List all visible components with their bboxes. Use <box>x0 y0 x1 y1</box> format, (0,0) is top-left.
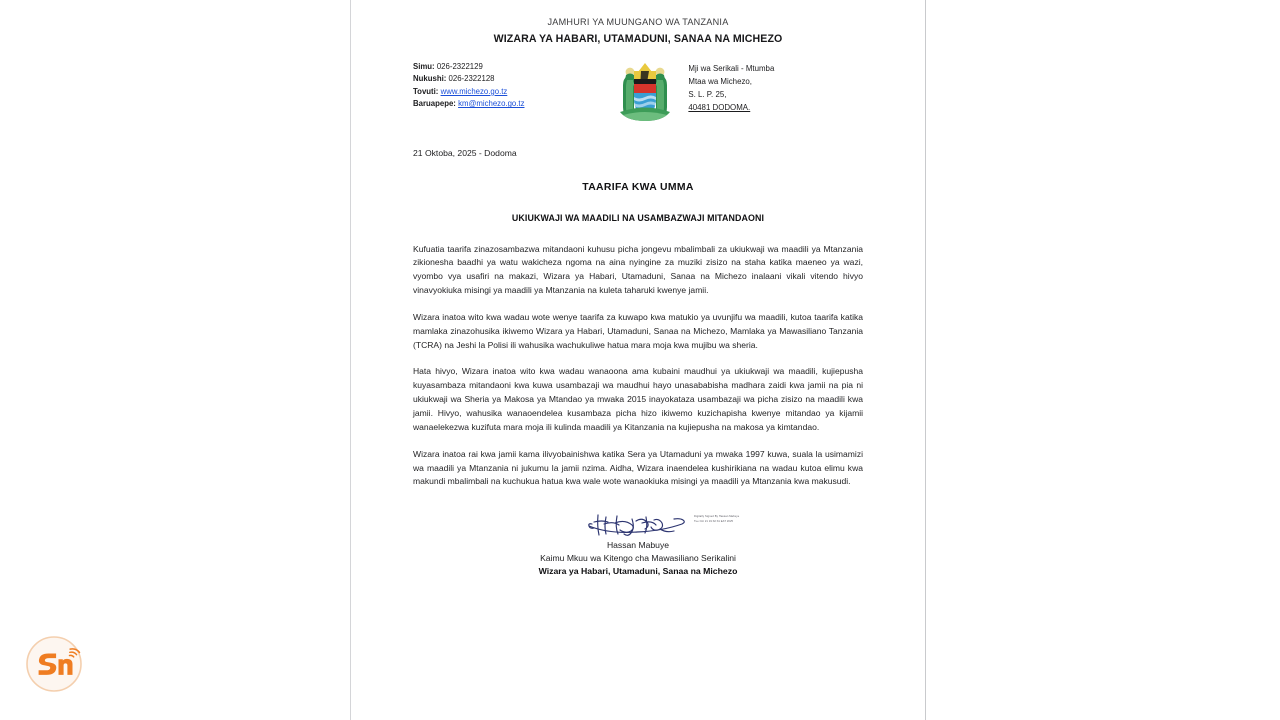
digital-signature-line-2: Tue Oct 21 19:32:31 EAT 2025 <box>694 520 734 524</box>
signature-block <box>413 511 863 576</box>
contact-label-tovuti: Tovuti: <box>413 86 439 96</box>
handwritten-signature-icon <box>584 511 692 539</box>
body-paragraph: Hata hivyo, Wizara inatoa wito kwa wadau wanaoona ama kubaini maudhui ya ukiukwaji wa maadili, kujiepusha kuyasambaza mitandaoni kwa kuwa usambazaji wa maudhui hayo unasababisha madhara zaidi kwa jamii na pia ni ukiukwaji wa Sheria ya Makosa ya Mtandao ya mwaka 2015 inayokataza usambazaji wa picha zisizo na maadili kwa jamii. Hivyo, wahusika wanaoendelea kusambaza picha hizo ikiwemo kuzichapisha kwenye mitandao ya kijamii wanaelekezwa kuzifuta mara moja ili kulinda maadili ya Kitanzania na kujiepusha na makosa ya kimtandao. <box>413 366 863 432</box>
contact-label-baruapepe: Baruapepe: <box>413 99 456 109</box>
contact-row-tovuti <box>413 86 603 99</box>
contact-row-nukushi <box>413 73 603 86</box>
body-paragraph: Wizara inatoa wito kwa wadau wote wenye taarifa za kuwapo kwa matukio ya uvunjifu wa maadili, kutoa taarifa katika mamlaka zinazohusika ikiwemo Wizara ya Habari, Utamaduni, Sanaa na Michezo, Mamlaka ya Mawasiliano Tanzania (TCRA) na Jeshi la Polisi ili wahusika wachukuliwe hatua mara moja kwa mujibu wa sheria. <box>413 311 863 350</box>
address-line-1: Mji wa Serikali - Mtumba <box>688 63 775 73</box>
document-subtitle: UKIUKWAJI WA MAADILI NA USAMBAZWAJI MITANDAONI <box>511 212 765 223</box>
signatory-organisation: Wizara ya Habari, Utamaduni, Sanaa na Michezo <box>538 566 738 577</box>
document-title: TAARIFA KWA UMMA <box>582 181 694 193</box>
website-link[interactable]: www.michezo.go.tz <box>440 86 508 96</box>
letterhead-address <box>688 59 863 115</box>
contact-label-nukushi: Nukushi: <box>413 74 447 84</box>
letterhead-country: JAMHURI YA MUUNGANO WA TANZANIA <box>547 17 729 27</box>
coat-of-arms-icon <box>603 59 689 126</box>
address-line-3: S. L. P. 25, <box>688 90 727 100</box>
email-link[interactable]: km@michezo.go.tz <box>458 99 525 109</box>
address-line-2: Mtaa wa Michezo, <box>688 76 752 86</box>
contact-value-nukushi: 026-2322128 <box>448 74 495 84</box>
letterhead-contacts <box>413 59 603 112</box>
document-date: 21 Oktoba, 2025 - Dodoma <box>413 147 517 158</box>
signatory-role: Kaimu Mkuu wa Kitengo cha Mawasiliano Serikalini <box>540 553 736 564</box>
body-paragraph: Kufuatia taarifa zinazosambazwa mitandaoni kuhusu picha jongevu mbalimbali za ukiukwaji wa maadili ya Mtanzania zikionesha baadhi ya watu wakicheza ngoma na aina nyingine za muziki zisizo na staha katika maeneo ya wazi, vyombo vya usafiri na makazi, Wizara ya Habari, Utamaduni, Sanaa na Michezo inalaani vikali vitendo hivyo vinavyokiuka misingi ya maadili ya Mtanzania na kuleta taharuki kwenye jamii. <box>413 243 863 296</box>
digital-signature-meta <box>694 514 788 524</box>
letterhead-ministry: WIZARA YA HABARI, UTAMADUNI, SANAA NA MICHEZO <box>493 32 783 45</box>
contact-value-simu: 026-2322129 <box>436 61 483 71</box>
contact-row-simu <box>413 61 603 74</box>
document-body <box>413 243 863 490</box>
body-paragraph: Wizara inatoa rai kwa jamii kama ilivyobainishwa katika Sera ya Utamaduni ya mwaka 1997 kuwa, suala la usimamizi wa maadili ya Mtanzania ni jukumu la jamii nzima. Aidha, Wizara inaendelea kushirikiana na wadau kutoa elimu kwa makundi mbalimbali na kuchukua hatua kwa wale wote wanaokiuka misingi ya maadili ya Mtanzania kwa makusudi. <box>413 448 863 487</box>
address-line-4: 40481 DODOMA. <box>688 103 751 113</box>
signatory-name: Hassan Mabuye <box>606 540 670 551</box>
letterhead <box>413 17 863 126</box>
digital-signature-line-1: Digitally Signed By Hassan Mabuye <box>694 515 740 519</box>
contact-label-simu: Simu: <box>413 61 435 71</box>
contact-row-baruapepe <box>413 98 603 111</box>
document-page <box>350 0 926 720</box>
sng-logo <box>25 635 83 693</box>
